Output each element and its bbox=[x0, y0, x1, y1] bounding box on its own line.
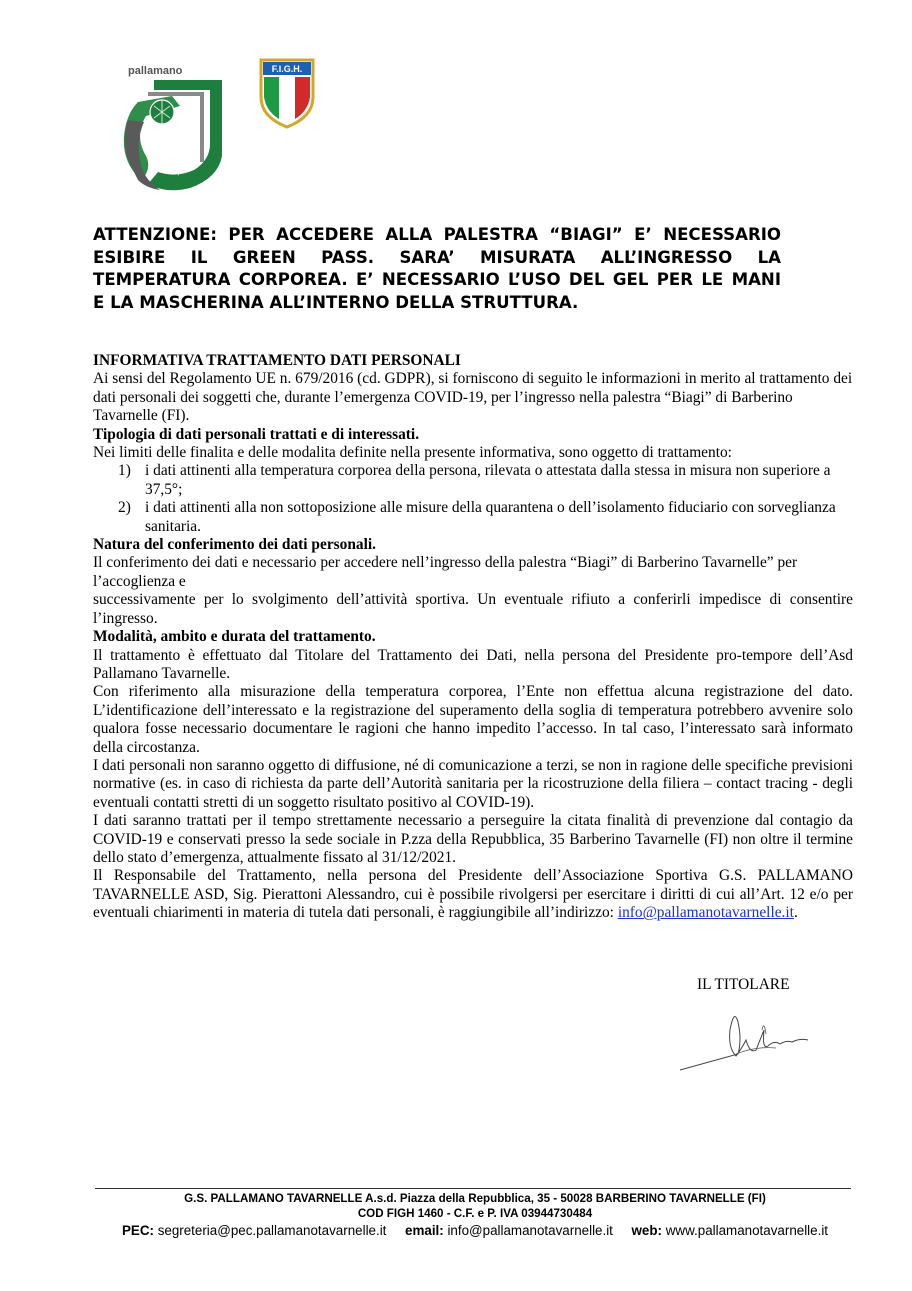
data-types-list bbox=[93, 462, 853, 536]
responsabile-paragraph bbox=[93, 867, 853, 922]
list-item-text: i dati attinenti alla temperatura corporea della persona, rilevata o attestata dalla stessa in misura non superiore a 37,5°; bbox=[145, 462, 831, 498]
footer-divider bbox=[95, 1188, 851, 1189]
list-item bbox=[118, 499, 853, 536]
covid-notice bbox=[93, 224, 781, 314]
section-paragraph: I dati saranno trattati per il tempo strettamente necessario a perseguire la citata finalità di prevenzione dal contagio da COVID-19 e conservati presso la sede sociale in P.zza della Repubblica, 35 Barberino Tavarnelle (FI) non oltre il termine dello stato d’emergenza, attualmente fissato al 31/12/2021. bbox=[93, 812, 853, 866]
informativa-title: INFORMATIVA TRATTAMENTO DATI PERSONALI bbox=[93, 352, 461, 369]
notice-line: ATTENZIONE: PER ACCEDERE ALLA PALESTRA “BIAGI” E’ NECESSARIO bbox=[93, 225, 781, 244]
web-label: web: bbox=[631, 1223, 663, 1238]
pec-value[interactable]: segreteria@pec.pallamanotavarnelle.it bbox=[157, 1223, 387, 1238]
responsabile-text: Il Responsabile del Trattamento, nella persona del Presidente dell’Associazione Sportiva G.S. PALLAMANO TAVARNELLE ASD, Sig. Pierattoni Alessandro, cui è possibile rivolgersi per esercitare i diritti di cui all’Art. 12 e/o per eventuali chiarimenti in materia di tutela dati personali, è raggiungibile all’indirizzo: bbox=[93, 867, 853, 922]
section-text: Nei limiti delle finalita e delle modalita definite nella presente informativa, sono oggetto di trattamento: bbox=[93, 444, 732, 462]
email-value[interactable]: info@pallamanotavarnelle.it bbox=[447, 1223, 613, 1238]
club-logo-text: pallamano bbox=[128, 65, 183, 77]
web-value[interactable]: www.pallamanotavarnelle.it bbox=[665, 1223, 829, 1238]
contact-email-link[interactable]: info@pallamanotavarnelle.it bbox=[617, 904, 794, 922]
list-number: 2) bbox=[118, 499, 131, 517]
section-heading: Tipologia di dati personali trattati e di interessati. bbox=[93, 425, 420, 443]
informativa-intro: Ai sensi del Regolamento UE n. 679/2016 (cd. GDPR), si forniscono di seguito le informazioni in merito al trattamento dei dati personali dei soggetti che, durante l’emergenza COVID-19, per l’ingresso nella palestra “Biagi” di Barberino Tavarnelle (FI). bbox=[93, 370, 853, 425]
footer-address: G.S. PALLAMANO TAVARNELLE A.s.d. Piazza della Repubblica, 35 - 50028 BARBERINO TAVARNELLE (FI) bbox=[184, 1192, 766, 1205]
footer-contacts bbox=[60, 1222, 890, 1240]
figh-logo-text: F.I.G.H. bbox=[271, 64, 303, 74]
list-item bbox=[118, 462, 853, 499]
email-label: email: bbox=[405, 1223, 444, 1238]
footer-tax-codes: COD FIGH 1460 - C.F. e P. IVA 03944730484 bbox=[357, 1206, 593, 1220]
privacy-informativa bbox=[93, 352, 853, 923]
club-logo-year: 1983 bbox=[173, 160, 188, 177]
section-heading: Natura del conferimento dei dati personali. bbox=[93, 536, 376, 554]
pec-label: PEC: bbox=[121, 1223, 154, 1238]
list-item-text: i dati attinenti alla non sottoposizione alle misure della quarantena o dell’isolamento fiduciario con sorveglianza sanitaria. bbox=[145, 499, 836, 535]
section-heading: Modalità, ambito e durata del trattamento. bbox=[93, 628, 376, 646]
handwritten-signature bbox=[676, 1000, 816, 1075]
section-paragraph: Il trattamento è effettuato dal Titolare del Trattamento dei Dati, nella persona del Presidente pro-tempore dell’Asd Pallamano Tavarnelle. bbox=[93, 646, 853, 682]
list-number: 1) bbox=[118, 462, 131, 480]
club-logo-side-text: TAVARNELLE bbox=[190, 110, 197, 164]
section-paragraph: I dati personali non saranno oggetto di diffusione, né di comunicazione a terzi, se non in ragione delle specifiche previsioni normative (es. in caso di richiesta da parte dell’Autorità sanitaria per la ricostruzione della filiera – contact tracing - degli eventuali contatti stretti di un soggetto risultato positivo al COVID-19). bbox=[93, 756, 853, 811]
notice-line: E LA MASCHERINA ALL’INTERNO DELLA STRUTTURA. bbox=[93, 292, 579, 312]
email-suffix: . bbox=[793, 904, 798, 922]
section-text: successivamente per lo svolgimento dell’attività sportiva. Un eventuale rifiuto a conferirli impedisce di consentire l’ingresso. bbox=[93, 591, 853, 627]
notice-line: TEMPERATURA CORPOREA. E’ NECESSARIO L’USO DEL GEL PER LE MANI bbox=[93, 270, 781, 290]
notice-line: ESIBIRE IL GREEN PASS. SARA’ MISURATA ALL’INGRESSO LA bbox=[93, 247, 781, 267]
section-paragraph: Con riferimento alla misurazione della temperatura corporea, l’Ente non effettua alcuna registrazione del dato. L’identificazione dell’interessato e la registrazione del superamento della soglia di temperatura potrebbero avvenire solo qualora fosse necessario documentare le ragioni che hanno impedito l’accesso. In tal caso, l’interessato sarà informato della circostanza. bbox=[93, 683, 853, 756]
section-text: Il conferimento dei dati e necessario per accedere nell’ingresso della palestra “Biagi” di Barberino Tavarnelle” per l’accoglienza e bbox=[93, 554, 798, 590]
pallamano-tavarnelle-logo bbox=[118, 60, 228, 195]
signatory-label: IL TITOLARE bbox=[697, 976, 790, 993]
figh-shield-logo bbox=[258, 57, 316, 129]
footer bbox=[60, 1192, 890, 1240]
